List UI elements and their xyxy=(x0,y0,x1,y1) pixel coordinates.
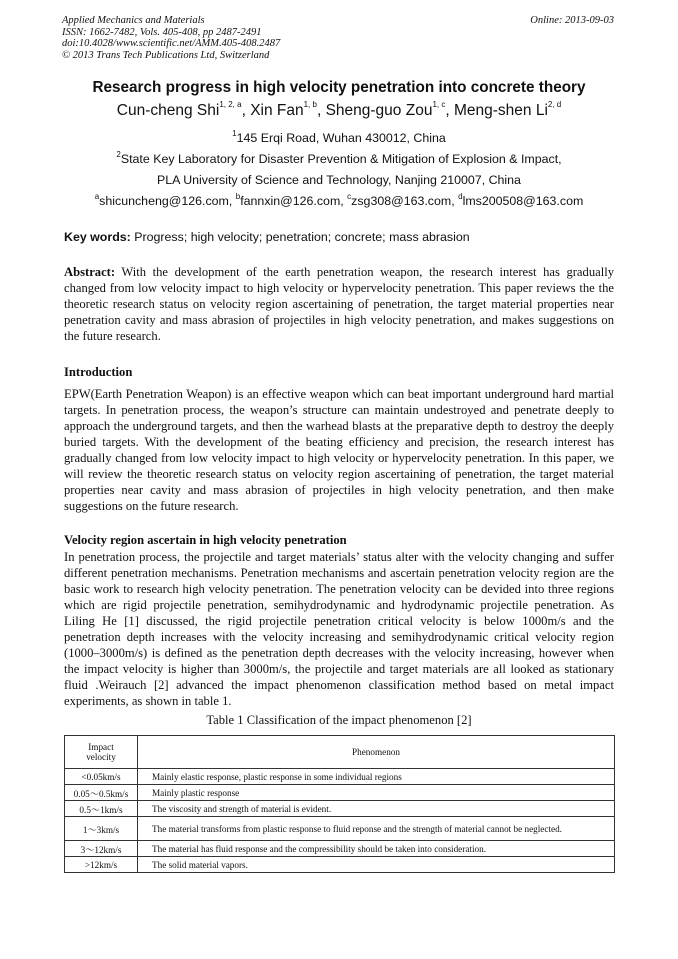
keywords-label: Key words: xyxy=(64,230,131,244)
email: $^b$fannxin@126.com, xyxy=(235,192,348,208)
header-phenomenon: Phenomenon xyxy=(138,736,615,769)
classification-table xyxy=(64,735,615,873)
table-row xyxy=(65,801,615,817)
affiliation-2-line1: $^2$State Key Laboratory for Disaster Prevention & Mitigation of Explosion & Impact, xyxy=(116,150,562,166)
phenomenon-cell: The material has fluid response and the compressibility should be taken into consideration. xyxy=(138,841,615,857)
author: Xin Fan$^{1, b}$, xyxy=(250,100,326,119)
header-velocity: Impact velocity xyxy=(65,736,138,769)
paper-title: Research progress in high velocity penetration into concrete theory xyxy=(92,79,586,96)
table-row xyxy=(65,817,615,841)
email: $^a$shicuncheng@126.com, xyxy=(94,192,236,208)
journal-header xyxy=(62,15,614,61)
issn-line: ISSN: 1662-7482, Vols. 405-408, pp 2487-2491 xyxy=(62,26,262,38)
table-caption: Table 1 Classification of the impact phenomenon [2] xyxy=(206,713,472,727)
copyright-line: © 2013 Trans Tech Publications Ltd, Switzerland xyxy=(62,49,270,61)
abstract-label: Abstract: xyxy=(64,265,116,279)
section-text: In penetration process, the projectile and target materials’ status alter with the velocity changing and suffer different penetration mechanisms. Penetration mechanisms and ascertain penetration velocity region are the basic work to research high velocity penetration. The penetration velocity can be devided into three regions which are rigid projectile penetration, semihydrodynamic and hydrodynamic projectile penetration. As Liling He [1] discussed, the rigid projectile penetration critical velocity is below 1000m/s and the penetration depth increases with the velocity increasing and semihydrodynamic critical velocity region (1000–3000m/s) is defined as the penetration depth decreases with the velocity increasing, however when the impact velocity is higher than 3000m/s, the projectile and target materials are all looked as stationary fluid .Weirauch [2] advanced the impact phenomenon classification method based on metal impact experiments, as shown in table 1. xyxy=(64,550,614,708)
velocity-cell: 3～12km/s xyxy=(65,841,138,857)
author-list xyxy=(0,102,678,120)
online-date: Online: 2013-09-03 xyxy=(530,15,614,26)
table-row xyxy=(65,769,615,785)
phenomenon-cell: Mainly plastic response xyxy=(138,785,615,801)
section-heading: Velocity region ascertain in high velocity penetration xyxy=(64,533,347,547)
table-row xyxy=(65,857,615,873)
velocity-cell: >12km/s xyxy=(65,857,138,873)
email: $^c$zsg308@163.com, xyxy=(347,192,459,208)
table-row xyxy=(65,841,615,857)
abstract-text: With the development of the earth penetration weapon, the research interest has gradually changed from low velocity impact to high velocity or hypervelocity penetration. This paper reviews the the theoretic research status on velocity region ascertaining of penetration, the target material properties near penetration cavity and mass abrasion of projectiles in high velocity penetration, and makes suggestions on the future research. xyxy=(64,265,614,343)
keywords-text: Progress; high velocity; penetration; concrete; mass abrasion xyxy=(130,230,470,244)
velocity-cell: 0.5～1km/s xyxy=(65,801,138,817)
affiliation-1: $^1$145 Erqi Road, Wuhan 430012, China xyxy=(232,129,446,145)
journal-name: Applied Mechanics and Materials xyxy=(62,15,205,26)
phenomenon-cell: The material transforms from plastic response to fluid reponse and the strength of material cannot be neglected. xyxy=(138,817,615,841)
email: $^d$lms200508@163.com xyxy=(458,192,584,208)
table-header-row xyxy=(65,736,615,769)
phenomenon-cell: The viscosity and strength of material is evident. xyxy=(138,801,615,817)
abstract xyxy=(64,264,614,344)
author: Meng-shen Li$^{2, d}$ xyxy=(453,100,562,119)
table-row xyxy=(65,785,615,801)
affiliation-2-line2: PLA University of Science and Technology, Nanjing 210007, China xyxy=(157,173,521,187)
phenomenon-cell: Mainly elastic response, plastic response in some individual regions xyxy=(138,769,615,785)
velocity-cell: 1～3km/s xyxy=(65,817,138,841)
velocity-cell: 0.05～0.5km/s xyxy=(65,785,138,801)
phenomenon-cell: The solid material vapors. xyxy=(138,857,615,873)
doi-line: doi:10.4028/www.scientific.net/AMM.405-408.2487 xyxy=(62,38,281,50)
author: Sheng-guo Zou$^{1, c}$, xyxy=(325,100,454,119)
email-list xyxy=(0,194,678,208)
velocity-cell: <0.05km/s xyxy=(65,769,138,785)
introduction-text: EPW(Earth Penetration Weapon) is an effective weapon which can beat important underground hard martial targets. In penetration process, the weapon’s structure can maintain undestroyed and penetrate deeply to approach the underground targets, and then the warhead blasts at the preparative depth to destroy the deeply buried targets. With the development of the beating efficiency and precision, the research interest has gradually changed from low velocity impact to high velocity or hypervelocity penetration. In this paper, we will review the theoretic research status on velocity region ascertaining of penetration, the target material properties near cavity and mass abrasion of projectiles in high velocity penetration, and then make suggestions on the future research. xyxy=(64,387,614,513)
author: Cun-cheng Shi$^{1, 2, a}$, xyxy=(116,100,251,119)
introduction-heading: Introduction xyxy=(64,365,133,379)
keywords xyxy=(64,230,470,244)
